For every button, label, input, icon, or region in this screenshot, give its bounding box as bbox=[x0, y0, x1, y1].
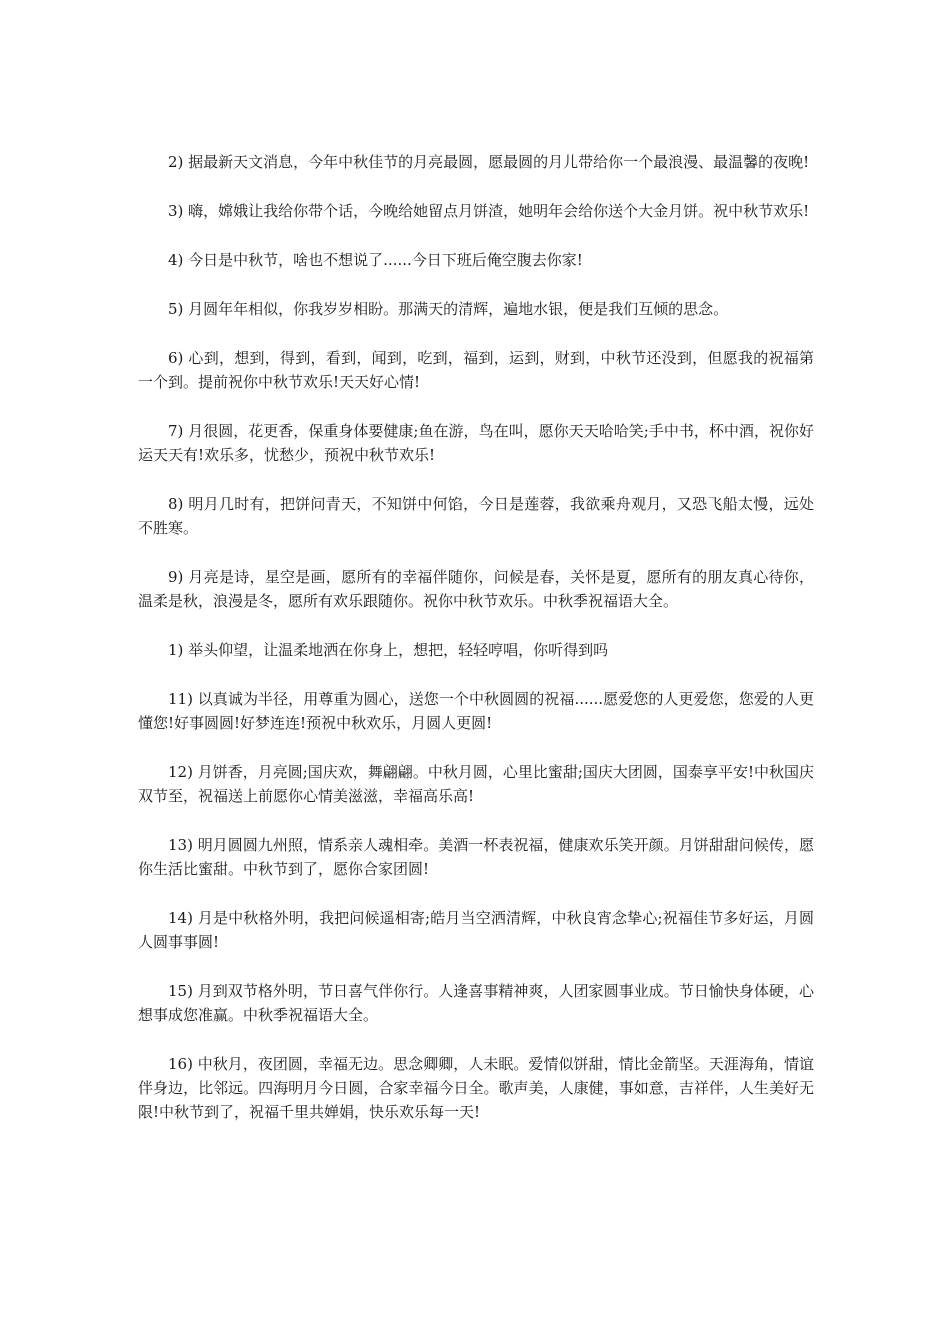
paragraph-1: 1) 举头仰望，让温柔地洒在你身上，想把，轻轻哼唱，你听得到吗 bbox=[168, 641, 609, 659]
paragraph-8: 8) 明月几时有，把饼问青天，不知饼中何馅，今日是莲蓉，我欲乘舟观月，又恐飞船太慢，远处不胜寒。 bbox=[138, 495, 814, 537]
paragraph-12: 12) 月饼香，月亮圆;国庆欢，舞翩翩。中秋月圆，心里比蜜甜;国庆大团圆，国泰享平安!中秋国庆双节至，祝福送上前愿你心情美滋滋，幸福高乐高! bbox=[138, 763, 814, 805]
paragraph-14: 14) 月是中秋格外明，我把问候遥相寄;皓月当空洒清辉，中秋良宵念挚心;祝福佳节多好运，月圆人圆事事圆! bbox=[138, 909, 814, 951]
paragraph-11: 11) 以真诚为半径，用尊重为圆心，送您一个中秋圆圆的祝福......愿爱您的人更爱您，您爱的人更懂您!好事圆圆!好梦连连!预祝中秋欢乐，月圆人更圆! bbox=[138, 690, 814, 732]
paragraph-13: 13) 明月圆圆九州照，情系亲人魂相牵。美酒一杯表祝福，健康欢乐笑开颜。月饼甜甜问候传，愿你生活比蜜甜。中秋节到了，愿你合家团圆! bbox=[138, 836, 814, 878]
paragraph-16: 16) 中秋月，夜团圆，幸福无边。思念卿卿，人未眠。爱情似饼甜，情比金箭坚。天涯海角，情谊伴身边，比邻远。四海明月今日圆，合家幸福今日全。歌声美，人康健，事如意，吉祥伴，人生美好无限!中秋节到了，祝福千里共婵娟，快乐欢乐每一天! bbox=[138, 1055, 814, 1121]
paragraph-9: 9) 月亮是诗，星空是画，愿所有的幸福伴随你，问候是春，关怀是夏，愿所有的朋友真心待你，温柔是秋，浪漫是冬，愿所有欢乐跟随你。祝你中秋节欢乐。中秋季祝福语大全。 bbox=[138, 568, 814, 610]
paragraph-5: 5) 月圆年年相似，你我岁岁相盼。那满天的清辉，遍地水银，便是我们互倾的思念。 bbox=[168, 300, 729, 318]
paragraph-15: 15) 月到双节格外明，节日喜气伴你行。人逢喜事精神爽，人团家圆事业成。节日愉快身体硬，心想事成您准赢。中秋季祝福语大全。 bbox=[138, 982, 814, 1024]
paragraph-6: 6) 心到，想到，得到，看到，闻到，吃到，福到，运到，财到，中秋节还没到，但愿我的祝福第一个到。提前祝你中秋节欢乐!天天好心情! bbox=[138, 349, 814, 391]
document-body bbox=[138, 150, 814, 1149]
paragraph-7: 7) 月很圆，花更香，保重身体要健康;鱼在游，鸟在叫，愿你天天哈哈笑;手中书，杯中酒，祝你好运天天有!欢乐多，忧愁少，预祝中秋节欢乐! bbox=[138, 422, 814, 464]
paragraph-4: 4) 今日是中秋节，啥也不想说了......今日下班后俺空腹去你家! bbox=[168, 251, 583, 269]
paragraph-3: 3) 嗨，嫦娥让我给你带个话，今晚给她留点月饼渣，她明年会给你送个大金月饼。祝中秋节欢乐! bbox=[168, 202, 810, 220]
paragraph-2: 2) 据最新天文消息，今年中秋佳节的月亮最圆，愿最圆的月儿带给你一个最浪漫、最温馨的夜晚! bbox=[168, 153, 810, 171]
